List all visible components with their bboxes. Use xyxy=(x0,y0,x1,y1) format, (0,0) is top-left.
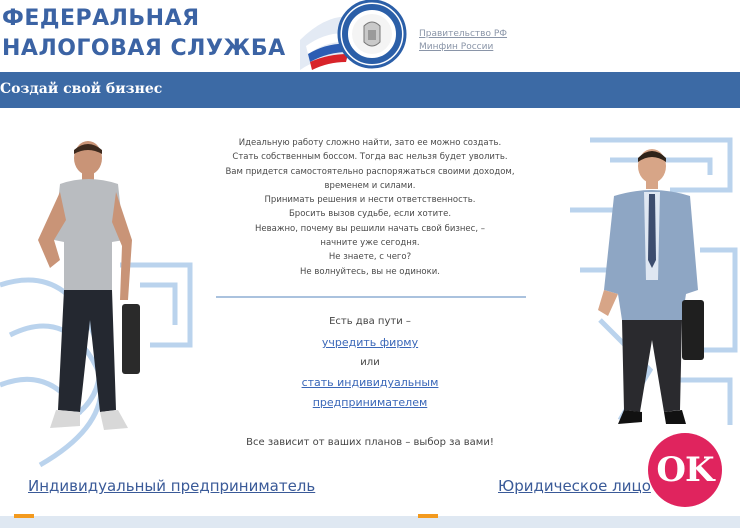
site-header xyxy=(0,0,740,72)
intro-line: Не знаете, с чего? xyxy=(328,252,412,263)
link-register-company[interactable]: учредить фирму xyxy=(321,336,419,349)
intro-text xyxy=(210,136,530,279)
logo-title-line2[interactable]: НАЛОГОВАЯ СЛУЖБА xyxy=(2,36,286,61)
section-divider xyxy=(216,296,526,298)
intro-line: Вам придется самостоятельно распоряжаться своими доходом, xyxy=(225,166,515,177)
logo-title-line1[interactable]: ФЕДЕРАЛЬНАЯ xyxy=(2,6,200,31)
orange-marker-left xyxy=(14,514,34,518)
ways-heading: Есть два пути – xyxy=(329,316,411,327)
link-minfin[interactable]: Минфин России xyxy=(419,42,494,52)
link-individual-entrepreneur[interactable]: Индивидуальный предприниматель xyxy=(28,477,316,495)
intro-line: временем и силами. xyxy=(324,180,416,191)
fns-emblem-icon xyxy=(300,0,412,72)
intro-line: Неважно, почему вы решили начать свой бизнес, – xyxy=(255,223,485,234)
intro-line: Не волнуйтесь, вы не одиноки. xyxy=(300,266,440,277)
intro-line: Принимать решения и нести ответственность. xyxy=(264,195,476,206)
link-government[interactable]: Правительство РФ xyxy=(419,29,508,39)
orange-marker-right xyxy=(418,514,438,518)
intro-line: Бросить вызов судьбе, если хотите. xyxy=(288,209,452,220)
link-become-entrepreneur-line1[interactable]: стать индивидуальным xyxy=(301,376,439,389)
intro-line: Стать собственным боссом. Тогда вас нельзя будет уволить. xyxy=(232,152,508,163)
intro-line: Идеальную работу сложно найти, зато ее можно создать. xyxy=(238,138,502,148)
person-left-illustration xyxy=(20,140,180,440)
link-become-entrepreneur-line2[interactable]: предпринимателем xyxy=(312,396,428,409)
top-links xyxy=(419,28,507,54)
intro-line: начните уже сегодня. xyxy=(320,238,420,249)
link-legal-entity[interactable]: Юридическое лицо xyxy=(498,477,651,495)
footer-bar xyxy=(0,516,740,528)
ways-or: или xyxy=(360,357,380,368)
ways-footer: Все зависит от ваших планов – выбор за вами! xyxy=(246,437,494,448)
person-right-illustration xyxy=(590,140,730,440)
ok-badge-logo: OK xyxy=(648,433,722,507)
page-title: Создай свой бизнес xyxy=(0,81,163,97)
